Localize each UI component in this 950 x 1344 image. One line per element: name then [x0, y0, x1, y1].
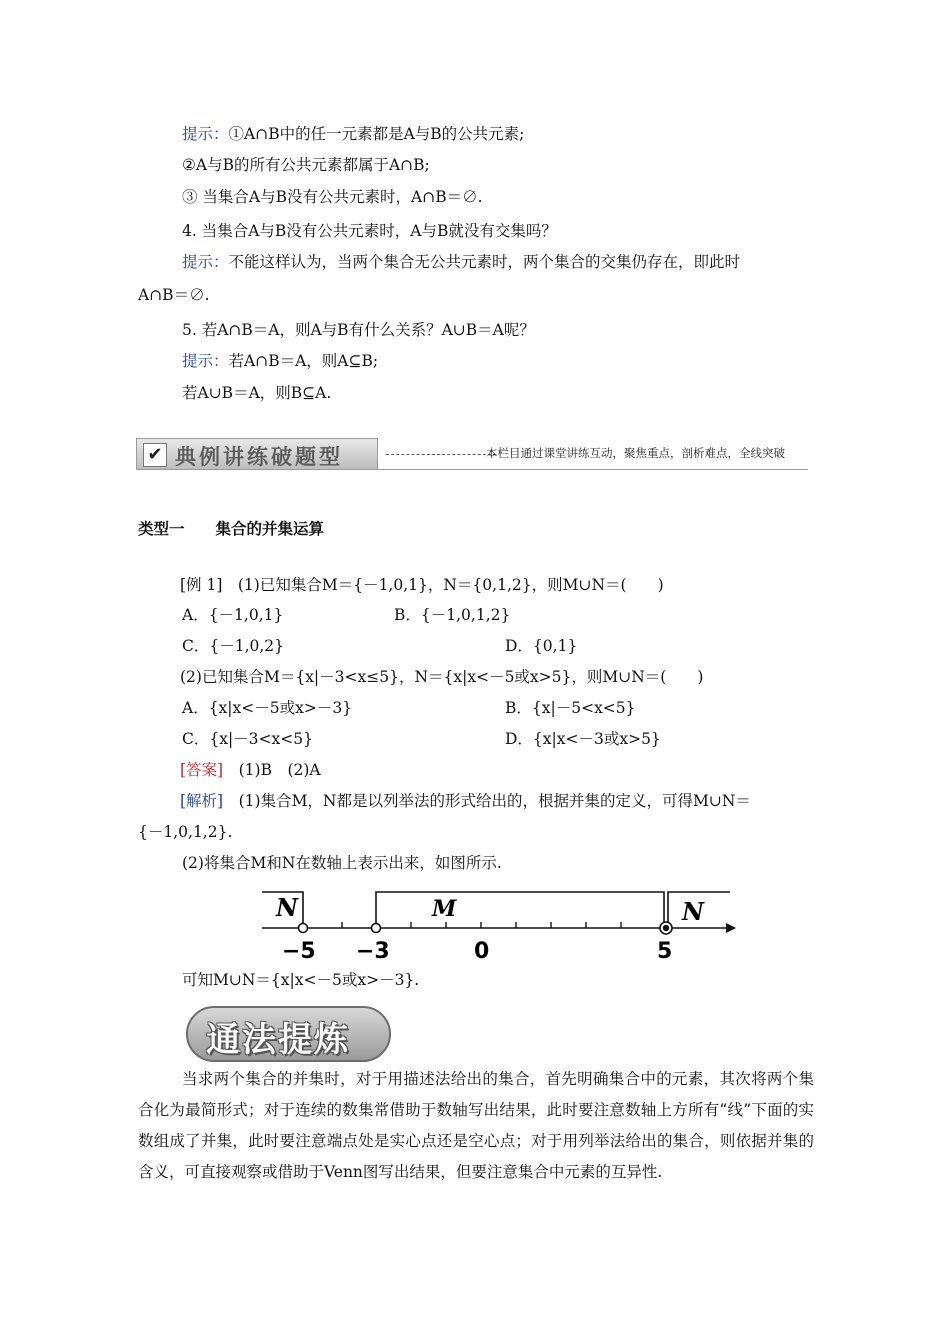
q2-option-d: D．{x|x<－3或x>5} [505, 730, 661, 748]
answer-5-line-2: 若A∪B＝A，则B⊆A. [182, 384, 332, 402]
answer-5-text: 若A∩B＝A，则A⊆B; [228, 352, 379, 370]
answer-4-line-2: A∩B＝∅. [138, 286, 210, 304]
question-5: 5. 若A∩B＝A，则A与B有什么关系？A∪B＝A呢？ [182, 321, 535, 339]
set-m-label: M [432, 896, 457, 922]
analysis-line-1 [180, 790, 751, 812]
q1-option-c: C．{－1,0,2} [182, 637, 285, 655]
tick-label-0: 0 [474, 939, 490, 964]
hint-line-1 [182, 123, 524, 145]
set-n-right-label: N [682, 897, 704, 926]
open-point-m5 [299, 924, 308, 933]
q2-option-b: B．{x|－5<x<5} [505, 699, 636, 717]
answer-4-line-1 [182, 251, 740, 273]
answer-text: (1)B (2)A [223, 761, 321, 779]
q1-option-d: D．{0,1} [505, 637, 578, 655]
example-question-2: (2)已知集合M＝{x|－3<x≤5}，N＝{x|x<－5或x>5}，则M∪N＝( ) [180, 668, 704, 686]
analysis-line-2: {－1,0,1,2}. [138, 823, 233, 841]
conclusion-line: 可知M∪N＝{x|x<－5或x>－3}. [182, 971, 420, 989]
answer-label: [答案] [180, 761, 224, 779]
analysis-label: [解析] [180, 792, 224, 810]
example-question-1: [例 1] (1)已知集合M＝{－1,0,1}，N＝{0,1,2}，则M∪N＝( ) [180, 576, 664, 594]
hint-label: 提示： [182, 125, 229, 143]
method-badge [186, 1006, 391, 1062]
banner-box [136, 438, 378, 470]
question-4: 4. 当集合A与B没有公共元素时，A与B就没有交集吗？ [182, 222, 557, 240]
hint-line-3: ③ 当集合A与B没有公共元素时，A∩B＝∅. [182, 188, 483, 206]
open-point-m3 [372, 924, 381, 933]
banner-rule [136, 469, 808, 470]
section-title: 类型一 集合的并集运算 [138, 520, 325, 538]
badge-title: 通法提炼 [206, 1020, 350, 1060]
number-line-diagram [256, 884, 740, 964]
hint-label: 提示： [182, 352, 229, 370]
banner-title: 典例讲练破题型 [175, 445, 343, 469]
section-banner [136, 436, 808, 470]
analysis-text: (1)集合M，N都是以列举法的形式给出的，根据并集的定义，可得M∪N＝ [223, 792, 751, 810]
q2-option-a: A．{x|x<－5或x>－3} [182, 699, 353, 717]
axis-arrow-icon [726, 923, 736, 933]
tick-label-5: 5 [657, 939, 673, 964]
q1-option-a: A．{－1,0,1} [182, 606, 284, 624]
tick-label-m5: −5 [282, 939, 316, 964]
banner-note: 本栏目通过课堂讲练互动，聚焦重点，剖析难点，全线突破 [486, 446, 785, 460]
banner-dashed-line [386, 454, 496, 455]
hint-label: 提示： [182, 253, 229, 271]
tick-label-m3: −3 [356, 939, 390, 964]
point-5-inner [663, 925, 669, 931]
answer-5-line-1 [182, 350, 378, 372]
set-n-left-label: N [276, 893, 298, 922]
answer-4-text: 不能这样认为，当两个集合无公共元素时，两个集合的交集仍存在，即此时 [228, 253, 741, 271]
q2-option-c: C．{x|－3<x<5} [182, 730, 313, 748]
hint-line-2: ②A与B的所有公共元素都属于A∩B; [182, 156, 430, 174]
answer-line [180, 759, 321, 781]
set-m-bracket [376, 892, 664, 924]
checkmark-icon: ✔ [143, 443, 167, 467]
q1-option-b: B．{－1,0,1,2} [394, 606, 511, 624]
method-paragraph: 当求两个集合的并集时，对于用描述法给出的集合，首先明确集合中的元素，其次将两个集合化为最简形式；对于连续的数集常借助于数轴写出结果，此时要注意数轴上方所有“线”下面的实数组成了并集，此时要注意端点处是实心点还是空心点；对于用列举法给出的集合，则依据并集的含义，可直接观察或借助于Venn图写出结果，但要注意集合中元素的互异性. [138, 1070, 814, 1181]
analysis-line-3: (2)将集合M和N在数轴上表示出来，如图所示. [182, 854, 502, 872]
hint-text: ①A∩B中的任一元素都是A与B的公共元素; [228, 125, 525, 143]
